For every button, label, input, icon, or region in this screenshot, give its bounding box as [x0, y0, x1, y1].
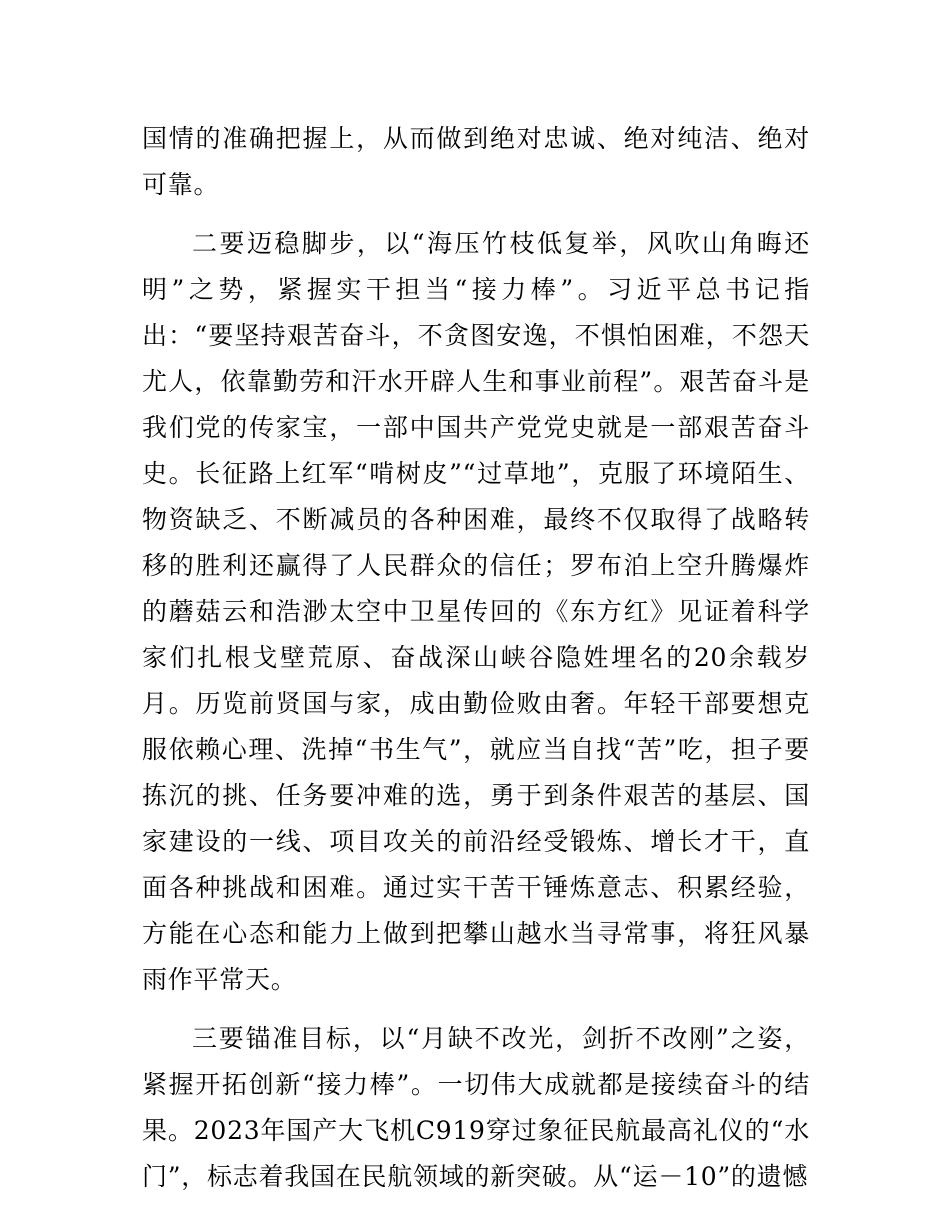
- paragraph-third-point: 三要锚准目标，以“月缺不改光，剑折不改刚”之姿，紧握开拓创新“接力棒”。一切伟大成就都是接续奋斗的结果。2023年国产大飞机C919穿过象征民航最高礼仪的“水门”，标志着我国在民航领域的新突破。从“运－10”的遗憾: [142, 1024, 810, 1191]
- document-page: [142, 116, 810, 1200]
- paragraph-second-point: 二要迈稳脚步，以“海压竹枝低复举，风吹山角晦还明”之势，紧握实干担当“接力棒”。习近平总书记指出：“要坚持艰苦奋斗，不贪图安逸，不惧怕困难，不怨天尤人，依靠勤劳和汗水开辟人生和事业前程”。艰苦奋斗是我们党的传家宝，一部中国共产党党史就是一部艰苦奋斗史。长征路上红军“啃树皮”“过草地”，克服了环境陌生、物资缺乏、不断减员的各种困难，最终不仅取得了战略转移的胜利还赢得了人民群众的信任；罗布泊上空升腾爆炸的蘑菇云和浩渺太空中卫星传回的《东方红》见证着科学家们扎根戈壁荒原、奋战深山峡谷隐姓埋名的20余载岁月。历览前贤国与家，成由勤俭败由奢。年轻干部要想克服依赖心理、洗掉“书生气”，就应当自找“苦”吃，担子要拣沉的挑、任务要冲难的选，勇于到条件艰苦的基层、国家建设的一线、项目攻关的前沿经受锻炼、增长才干，直面各种挑战和困难。通过实干苦干锤炼意志、积累经验，方能在心态和能力上做到把攀山越水当寻常事，将狂风暴雨作平常天。: [142, 229, 810, 994]
- paragraph-continuation: 国情的准确把握上，从而做到绝对忠诚、绝对纯洁、绝对可靠。: [142, 124, 810, 199]
